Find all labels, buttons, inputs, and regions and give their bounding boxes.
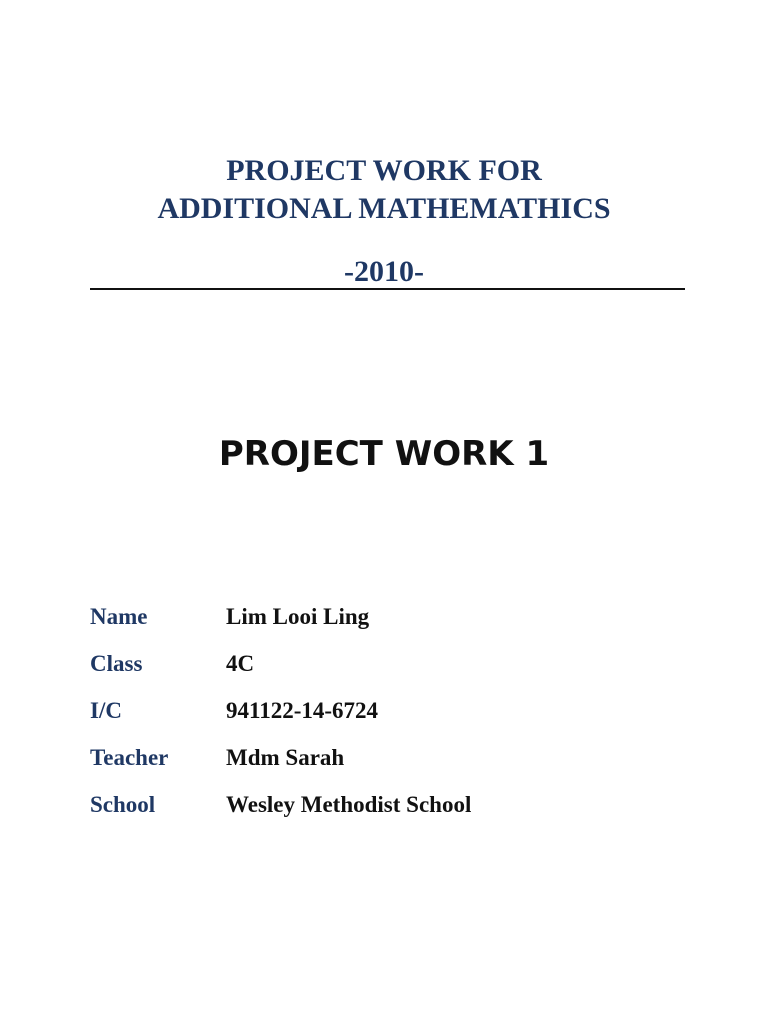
detail-value: Wesley Methodist School [226,792,472,817]
detail-value: Lim Looi Ling [226,604,370,629]
page-title: PROJECT WORK 1 [218,434,550,474]
document-header [0,152,768,228]
horizontal-rule [90,288,685,290]
header-line-1: PROJECT WORK FOR [226,154,542,187]
detail-value: Mdm Sarah [226,745,345,770]
detail-label: Teacher [90,745,169,770]
detail-row-class [90,651,650,698]
detail-label: Name [90,604,148,629]
detail-label: Class [90,651,143,676]
detail-row-name [90,604,650,651]
detail-label: I/C [90,698,122,723]
detail-value: 941122-14-6724 [226,698,379,723]
detail-row-school [90,792,650,839]
detail-row-ic [90,698,650,745]
detail-label: School [90,792,156,817]
student-details [90,604,650,839]
detail-row-teacher [90,745,650,792]
header-year: -2010- [344,255,424,288]
detail-value: 4C [226,651,255,676]
header-line-2: ADDITIONAL MATHEMATHICS [157,192,611,225]
